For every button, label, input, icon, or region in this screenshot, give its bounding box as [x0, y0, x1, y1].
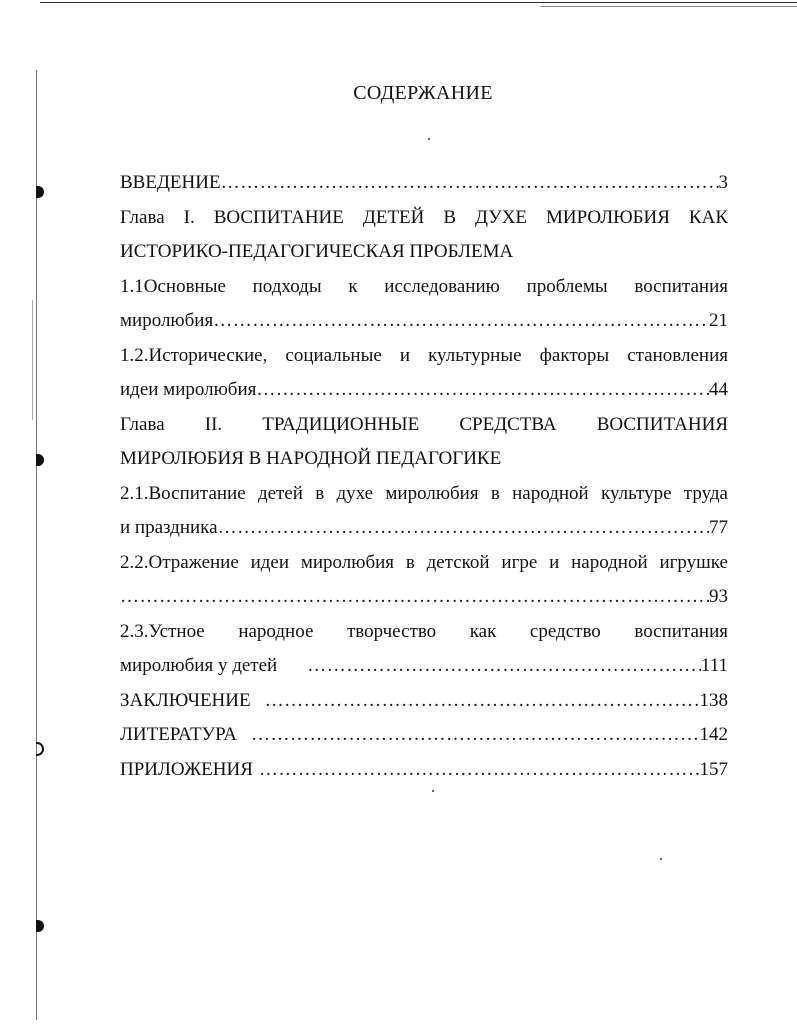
- toc-section-2-1[interactable]: 2.1.Воспитание детей в духе миролюбия в народной культуре труда: [120, 482, 728, 504]
- dot-leader: [251, 718, 700, 753]
- toc-page-number: 138: [699, 689, 728, 711]
- toc-page-number: 142: [699, 724, 728, 745]
- dot-leader: [221, 166, 719, 201]
- toc-section-2-2-cont[interactable]: [120, 580, 728, 615]
- page-title: СОДЕРЖАНИЕ: [353, 82, 493, 104]
- toc-section-2-3-cont[interactable]: [120, 649, 728, 684]
- scan-edge-left: [36, 70, 37, 1020]
- toc-page-number: 111: [700, 655, 728, 676]
- scan-edge-left-secondary: [32, 300, 33, 420]
- toc-page-number: 77: [709, 517, 728, 538]
- dot-leader: [265, 684, 700, 719]
- toc-entry-text: ЛИТЕРАТУРА: [120, 724, 237, 745]
- toc-chapter-2-heading[interactable]: Глава II. ТРАДИЦИОННЫЕ СРЕДСТВА ВОСПИТАНИЯ: [120, 413, 728, 435]
- scan-speck: [660, 858, 662, 860]
- dot-leader: [213, 304, 709, 339]
- toc-entry-text: ЗАКЛЮЧЕНИЕ: [120, 689, 251, 711]
- toc-section-1-1[interactable]: 1.1Основные подходы к исследованию проблемы воспитания: [120, 275, 728, 297]
- toc-section-1-1-cont[interactable]: [120, 304, 728, 339]
- dot-leader: [120, 580, 709, 615]
- binder-hole-mark: [36, 742, 44, 756]
- toc-entry-text: миролюбия: [120, 310, 214, 331]
- binder-hole-mark: [36, 920, 44, 932]
- toc-entry-text: идеи миролюбия: [120, 379, 257, 400]
- scan-edge-top: [40, 2, 797, 3]
- toc-page-number: 93: [709, 586, 728, 607]
- toc-chapter-1-heading[interactable]: Глава I. ВОСПИТАНИЕ ДЕТЕЙ В ДУХЕ МИРОЛЮБИЯ КАК: [120, 206, 728, 228]
- dot-leader: [259, 753, 700, 788]
- toc-entry-literature[interactable]: [120, 718, 728, 753]
- binder-hole-mark: [36, 454, 44, 466]
- toc-section-2-3[interactable]: 2.3.Устное народное творчество как средство воспитания: [120, 620, 728, 642]
- scan-speck: [428, 138, 430, 140]
- toc-page-number: 157: [699, 758, 728, 780]
- toc-entry-text: и праздника: [120, 517, 218, 538]
- table-of-contents: [120, 166, 728, 787]
- toc-entry-text: ВВЕДЕНИЕ: [120, 172, 221, 193]
- toc-entry-text: миролюбия у детей: [120, 655, 278, 676]
- scan-edge-top-secondary: [540, 6, 797, 7]
- toc-section-2-1-cont[interactable]: [120, 511, 728, 546]
- toc-entry-appendices[interactable]: [120, 753, 728, 788]
- toc-page-number: 21: [709, 310, 728, 331]
- toc-entry-text: ПРИЛОЖЕНИЯ: [120, 758, 253, 780]
- dot-leader: [307, 649, 701, 684]
- scan-speck: [432, 790, 434, 792]
- toc-section-2-2[interactable]: 2.2.Отражение идеи миролюбия в детской игре и народной игрушке: [120, 551, 728, 573]
- toc-page-number: 3: [718, 172, 728, 193]
- toc-section-1-2-cont[interactable]: [120, 373, 728, 408]
- toc-chapter-2-heading-cont[interactable]: МИРОЛЮБИЯ В НАРОДНОЙ ПЕДАГОГИКЕ: [120, 448, 502, 469]
- toc-chapter-1-heading-cont[interactable]: ИСТОРИКО-ПЕДАГОГИЧЕСКАЯ ПРОБЛЕМА: [120, 241, 514, 262]
- toc-entry-conclusion[interactable]: [120, 684, 728, 719]
- toc-page-number: 44: [709, 379, 728, 400]
- toc-entry-introduction[interactable]: [120, 166, 728, 201]
- dot-leader: [256, 373, 709, 408]
- toc-section-1-2[interactable]: 1.2.Исторические, социальные и культурные факторы становления: [120, 344, 728, 366]
- binder-hole-mark: [36, 186, 44, 198]
- dot-leader: [218, 511, 709, 546]
